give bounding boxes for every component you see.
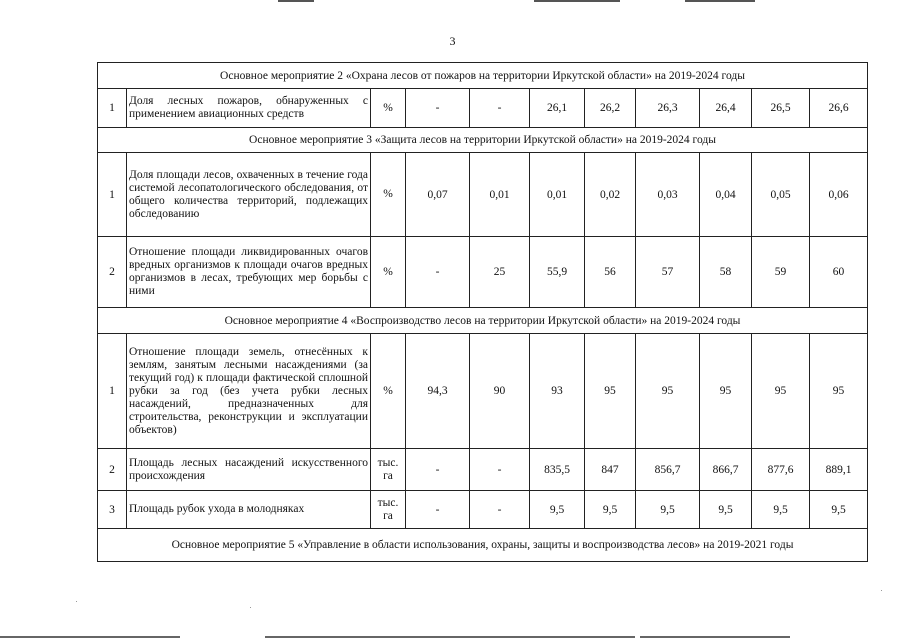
value-cell: -: [470, 491, 530, 529]
bottom-rule-middle: [265, 636, 635, 638]
section-title: Основное мероприятие 2 «Охрана лесов от пожаров на территории Иркутской области» на 2019-2024 годы: [98, 63, 868, 89]
value-cell: 0,02: [585, 153, 636, 237]
row-number: 2: [98, 237, 127, 308]
value-cell: 90: [470, 334, 530, 449]
value-cell: -: [406, 237, 470, 308]
value-cell: 856,7: [636, 449, 700, 491]
unit-cell: тыс. га: [371, 491, 406, 529]
indicator-name: Площадь рубок ухода в молодняках: [127, 491, 371, 529]
indicator-name: Отношение площади земель, отнесённых к землям, занятым лесными насаждениями (за текущий год) к площади фактической сплошной рубки за год (без учета рубки лесных насаждений, предназначенных для строительства, реконструкции и эксплуатации объектов): [127, 334, 371, 449]
table-row: [98, 449, 868, 491]
bottom-rule-left: [0, 636, 180, 638]
value-cell: 60: [810, 237, 868, 308]
value-cell: 55,9: [530, 237, 585, 308]
unit-cell: %: [371, 237, 406, 308]
value-cell: -: [470, 449, 530, 491]
value-cell: 26,1: [530, 89, 585, 128]
value-cell: 866,7: [700, 449, 752, 491]
value-cell: 56: [585, 237, 636, 308]
value-cell: 9,5: [585, 491, 636, 529]
value-cell: 0,06: [810, 153, 868, 237]
value-cell: 0,01: [470, 153, 530, 237]
value-cell: 59: [752, 237, 810, 308]
row-number: 3: [98, 491, 127, 529]
row-number: 2: [98, 449, 127, 491]
scan-speck: [250, 607, 251, 608]
value-cell: 0,05: [752, 153, 810, 237]
row-number: 1: [98, 89, 127, 128]
value-cell: -: [406, 89, 470, 128]
value-cell: -: [406, 449, 470, 491]
value-cell: 58: [700, 237, 752, 308]
value-cell: 0,07: [406, 153, 470, 237]
value-cell: 95: [752, 334, 810, 449]
section-header-row: [98, 529, 868, 562]
value-cell: 26,3: [636, 89, 700, 128]
unit-cell: %: [371, 153, 406, 237]
unit-cell: %: [371, 334, 406, 449]
value-cell: 877,6: [752, 449, 810, 491]
table-row: [98, 334, 868, 449]
value-cell: 0,01: [530, 153, 585, 237]
value-cell: -: [470, 89, 530, 128]
value-cell: 93: [530, 334, 585, 449]
value-cell: 835,5: [530, 449, 585, 491]
bottom-rule-right: [640, 636, 790, 638]
value-cell: 95: [585, 334, 636, 449]
value-cell: 95: [810, 334, 868, 449]
value-cell: 95: [636, 334, 700, 449]
indicator-name: Доля лесных пожаров, обнаруженных с применением авиационных средств: [127, 89, 371, 128]
top-rule-left: [278, 0, 314, 2]
value-cell: 94,3: [406, 334, 470, 449]
top-rule-middle: [534, 0, 620, 2]
top-rule-right: [685, 0, 755, 2]
row-number: 1: [98, 153, 127, 237]
page-number: 3: [449, 34, 456, 48]
value-cell: 25: [470, 237, 530, 308]
value-cell: 847: [585, 449, 636, 491]
value-cell: 95: [700, 334, 752, 449]
table-row: [98, 491, 868, 529]
indicator-name: Площадь лесных насаждений искусственного происхождения: [127, 449, 371, 491]
row-number: 1: [98, 334, 127, 449]
value-cell: 0,04: [700, 153, 752, 237]
value-cell: -: [406, 491, 470, 529]
value-cell: 9,5: [700, 491, 752, 529]
value-cell: 26,4: [700, 89, 752, 128]
scan-speck: [881, 590, 882, 591]
section-header-row: [98, 63, 868, 89]
scan-speck: [76, 601, 77, 602]
indicator-name: Отношение площади ликвидированных очагов вредных организмов к площади очагов вредных организмов в лесах, требующих мер борьбы с ними: [127, 237, 371, 308]
value-cell: 0,03: [636, 153, 700, 237]
value-cell: 9,5: [810, 491, 868, 529]
value-cell: 26,5: [752, 89, 810, 128]
value-cell: 26,2: [585, 89, 636, 128]
value-cell: 57: [636, 237, 700, 308]
section-title: Основное мероприятие 4 «Воспроизводство лесов на территории Иркутской области» на 2019-2024 годы: [98, 308, 868, 334]
value-cell: 9,5: [752, 491, 810, 529]
table-row: [98, 89, 868, 128]
value-cell: 26,6: [810, 89, 868, 128]
value-cell: 9,5: [636, 491, 700, 529]
indicator-name: Доля площади лесов, охваченных в течение года системой лесопатологического обследования, от общего количества территорий, подлежащих обследованию: [127, 153, 371, 237]
section-header-row: [98, 308, 868, 334]
unit-cell: тыс. га: [371, 449, 406, 491]
value-cell: 889,1: [810, 449, 868, 491]
indicators-table: [97, 62, 868, 562]
value-cell: 9,5: [530, 491, 585, 529]
section-header-row: [98, 128, 868, 153]
section-title: Основное мероприятие 3 «Защита лесов на территории Иркутской области» на 2019-2024 годы: [98, 128, 868, 153]
table-row: [98, 153, 868, 237]
unit-cell: %: [371, 89, 406, 128]
section-title: Основное мероприятие 5 «Управление в области использования, охраны, защиты и воспроизводства лесов» на 2019-2021 годы: [98, 529, 868, 562]
table-row: [98, 237, 868, 308]
